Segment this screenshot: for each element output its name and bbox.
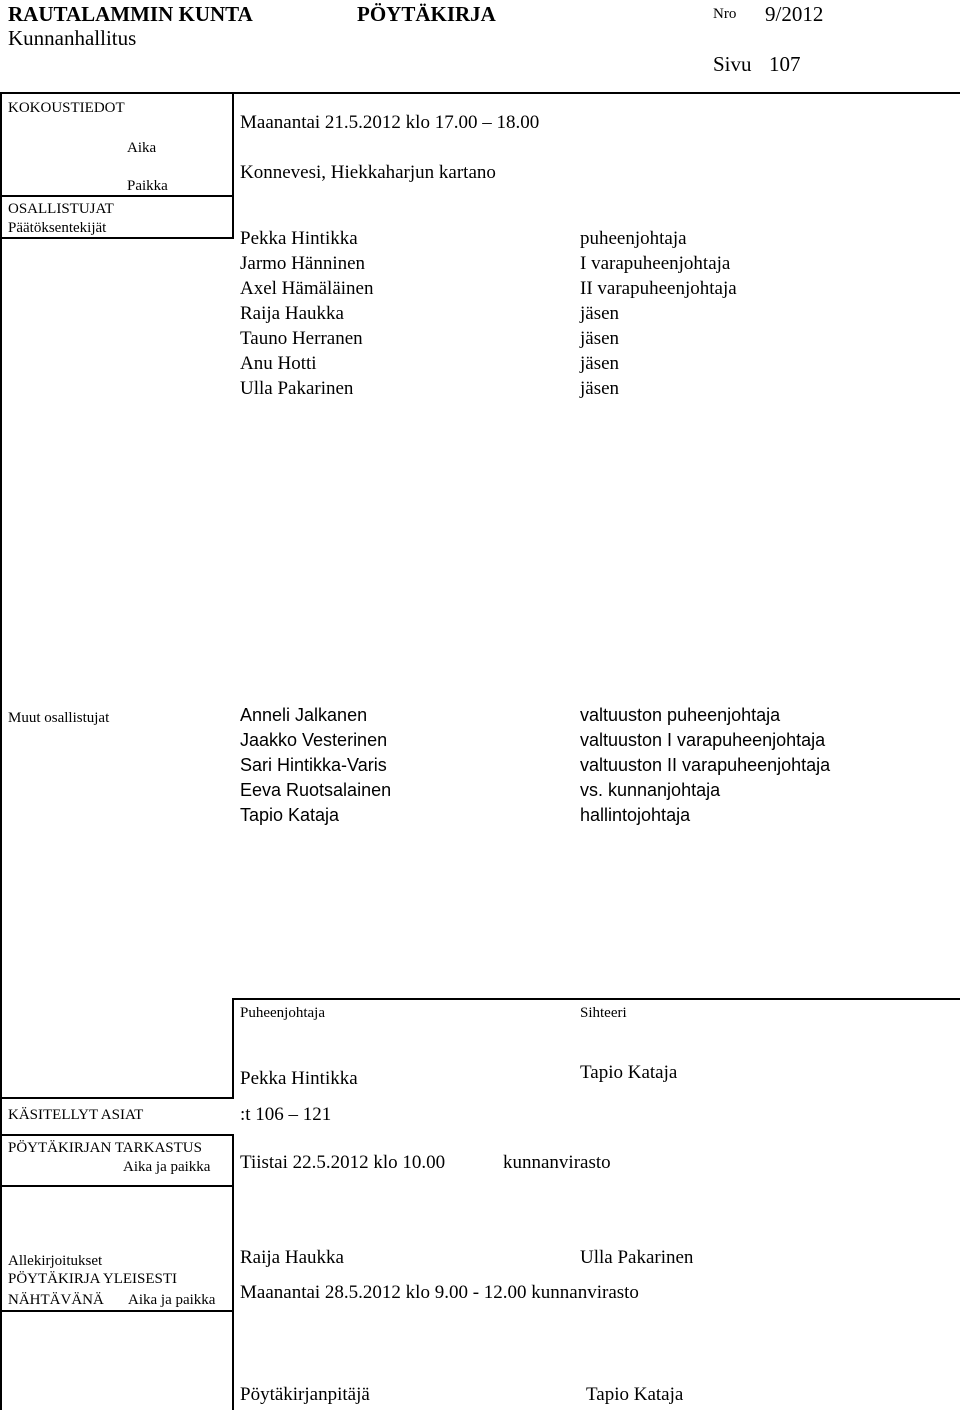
other-participant-name: Sari Hintikka-Varis [240, 755, 387, 775]
secretary-label: Sihteeri [580, 1005, 627, 1021]
divider-public-bottom [0, 1310, 234, 1312]
divider-vertical-bottom [232, 1185, 234, 1410]
member-role: I varapuheenjohtaja [580, 253, 731, 274]
document-type: PÖYTÄKIRJA [357, 2, 496, 26]
chair-name: Pekka Hintikka [240, 1068, 358, 1089]
page-value: 107 [769, 52, 801, 76]
review-place: kunnanvirasto [503, 1152, 611, 1173]
time-label: Aika [127, 140, 157, 156]
review-sublabel: Aika ja paikka [123, 1159, 211, 1175]
meeting-section-label: KOKOUSTIEDOT [8, 100, 125, 116]
member-role: II varapuheenjohtaja [580, 278, 737, 299]
signer-2: Ulla Pakarinen [580, 1247, 694, 1268]
public-label-line1: PÖYTÄKIRJA YLEISESTI [8, 1271, 178, 1287]
meeting-time: Maanantai 21.5.2012 klo 17.00 – 18.00 [240, 112, 540, 133]
number-label: Nro [713, 6, 737, 22]
divider-review [0, 1134, 234, 1136]
member-name: Jarmo Hänninen [240, 253, 366, 274]
other-participant-name: Tapio Kataja [240, 805, 340, 825]
frame-left [0, 92, 2, 1410]
divider-signatures-top [232, 998, 960, 1000]
others-name-list [240, 703, 391, 828]
keeper-name: Tapio Kataja [586, 1384, 684, 1405]
place-label: Paikka [127, 178, 168, 194]
signer-1: Raija Haukka [240, 1247, 344, 1268]
members-name-list [240, 226, 373, 401]
other-participant-role: valtuuston II varapuheenjohtaja [580, 755, 831, 775]
divider-vertical-review [232, 1134, 234, 1186]
other-participant-role: valtuuston I varapuheenjohtaja [580, 730, 826, 750]
other-participant-name: Anneli Jalkanen [240, 705, 368, 725]
handled-value: :t 106 – 121 [240, 1104, 332, 1125]
divider-review-bottom [0, 1185, 234, 1187]
member-name: Raija Haukka [240, 303, 344, 324]
member-role: jäsen [580, 353, 620, 374]
divider-vertical-signatures [232, 998, 234, 1098]
secretary-name: Tapio Kataja [580, 1062, 678, 1083]
member-role: puheenjohtaja [580, 228, 687, 249]
other-participant-role: hallintojohtaja [580, 805, 691, 825]
other-participant-role: valtuuston puheenjohtaja [580, 705, 781, 725]
meeting-place: Konnevesi, Hiekkaharjun kartano [240, 162, 496, 183]
chair-label: Puheenjohtaja [240, 1005, 325, 1021]
members-role-list [580, 226, 737, 401]
member-name: Ulla Pakarinen [240, 378, 354, 399]
page-label: Sivu [713, 52, 752, 76]
member-name: Tauno Herranen [240, 328, 363, 349]
other-participant-name: Jaakko Vesterinen [240, 730, 388, 750]
member-role: jäsen [580, 328, 620, 349]
public-label-line2: NÄHTÄVÄNÄ [8, 1292, 104, 1308]
other-participant-name: Eeva Ruotsalainen [240, 780, 392, 800]
public-sublabel: Aika ja paikka [128, 1292, 216, 1308]
decision-makers-label: Päätöksentekijät [8, 220, 107, 236]
member-name: Axel Hämäläinen [240, 278, 374, 299]
member-name: Pekka Hintikka [240, 228, 358, 249]
divider-vertical-top [232, 92, 234, 238]
others-role-list [580, 703, 830, 828]
divider-meeting [0, 195, 234, 197]
divider-participants [0, 237, 234, 239]
keeper-label: Pöytäkirjanpitäjä [240, 1384, 370, 1405]
public-value: Maanantai 28.5.2012 klo 9.00 - 12.00 kunnanvirasto [240, 1282, 639, 1303]
handled-label: KÄSITELLYT ASIAT [8, 1107, 144, 1123]
participants-section-label: OSALLISTUJAT [8, 201, 114, 217]
other-participants-label: Muut osallistujat [8, 710, 110, 726]
member-name: Anu Hotti [240, 353, 317, 374]
divider-handled [0, 1097, 234, 1099]
review-date: Tiistai 22.5.2012 klo 10.00 [240, 1152, 446, 1173]
municipality-name: RAUTALAMMIN KUNTA [8, 2, 253, 26]
review-label: PÖYTÄKIRJAN TARKASTUS [8, 1140, 202, 1156]
signing-label: Allekirjoitukset [8, 1253, 103, 1269]
number-value: 9/2012 [765, 2, 824, 26]
other-participant-role: vs. kunnanjohtaja [580, 780, 721, 800]
member-role: jäsen [580, 303, 620, 324]
body-name: Kunnanhallitus [8, 26, 137, 50]
frame-top [0, 92, 960, 94]
member-role: jäsen [580, 378, 620, 399]
